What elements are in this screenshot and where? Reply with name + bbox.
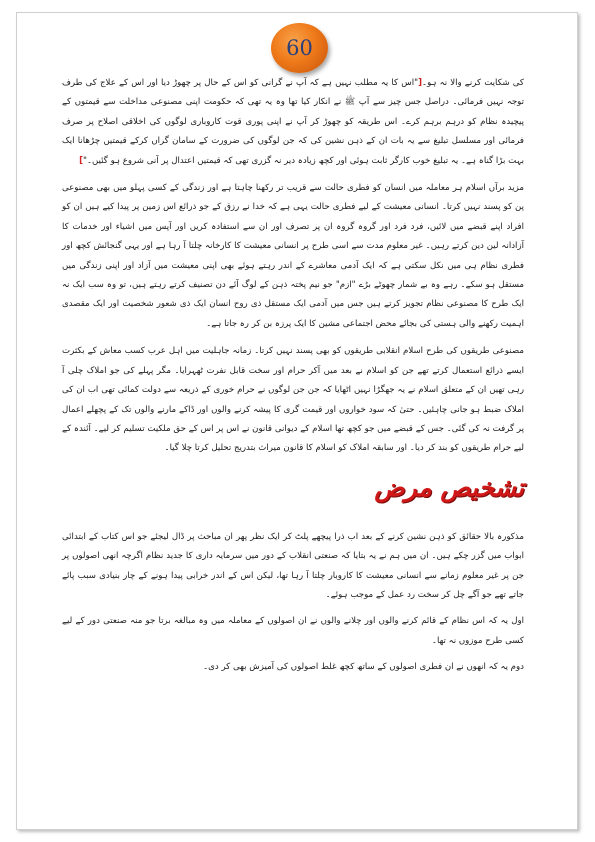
paragraph-1-intro: کی شکایت کرنے والا نہ ہو۔ [422, 78, 524, 88]
paragraph-1-quote: "اس کا یہ مطلب نہیں ہے کہ آپ نے گرانی کو اس کے حال پر چھوڑ دیا اور اس کے علاج کی طرف توجہ نہیں فرمائی۔ دراصل جس چیز سے آپ ﷺ نے انکار کیا تھا وہ یہ تھی کہ حکومت اپنی مصنوعی مداخلت سے قیمتوں کے پیچیدہ نظام کو درہم برہم کرے۔ اس طریقہ کو چھوڑ کر آپ نے اپنی پوری قوت کاروباری لوگوں کی اخلاقی اصلاح پر صرف فرمائی اور مسلسل تبلیغ سے یہ بات ان کے ذہن نشین کی کہ جن لوگوں کی ضرورت کے سامان گراں کرکے قیمتیں چڑھانا ایک بہت بڑا گناہ ہے۔ یہ تبلیغ خوب کارگر ثابت ہوئی اور کچھ زیادہ دیر نہ گزری تھی کہ قیمتیں اعتدال پر آنی شروع ہو گئیں۔" [62, 78, 524, 166]
page-content [62, 74, 524, 685]
section-heading-wrap [62, 473, 524, 502]
paragraph-3: مصنوعی طریقوں کی طرح اسلام انقلابی طریقوں کو بھی پسند نہیں کرتا۔ زمانہ جاہلیت میں اہل عرب کسب معاش کے بکثرت ایسے ذرائع استعمال کرتے تھے جن کو اسلام نے بعد میں آکر حرام اور سخت قابل نفرت ٹھہرایا۔ مگر پہلے کی جو املاک چلی آ رہی تھیں ان کے متعلق اسلام نے یہ جھگڑا نہیں اٹھایا کہ جن جن لوگوں نے حرام خوری کے ذریعہ سے دولت کمائی تھی اب ان کی املاک ضبط ہو جانی چاہئیں۔ حتیٰ کہ سود خواروں اور قیمت گری کا پیشہ کرنے والوں اور ڈاکے مارنے والوں تک کے پچھلے اعمال پر گرفت نہ کی گئی۔ جس کے قبضے میں جو کچھ تھا اسلام کے دیوانی قانون نے اس پر اس کے حق ملکیت تسلیم کر لیے۔ آئندہ کے لیے حرام طریقوں کو بند کر دیا۔ اور سابقہ املاک کو اسلام کا قانون میراث بتدریج تحلیل کرتا چلا گیا۔ [62, 346, 524, 454]
quote-close-bracket: ] [79, 155, 84, 166]
section-heading: تشخیص مرض [374, 472, 524, 502]
paragraph-2: مزید برآں اسلام ہر معاملہ میں انسان کو فطری حالت سے قریب تر رکھنا چاہتا ہے اور زندگی کے کسی پہلو میں بھی مصنوعی پن کو پسند نہیں کرتا۔ انسانی معیشت کے لیے فطری حالت یہی ہے کہ خدا نے رزق کے جو ذرائع اس زمین پر پیدا کیے ہیں ان کو افراد اپنے قبضے میں لائیں، فرد فرد اور گروہ گروہ ان پر تصرف اور ان سے استفادہ کریں اور آپس میں اشیاء اور خدمات کا آزادانہ لین دین کرتے رہیں۔ غیر معلوم مدت سے اسی طرح پر انسانی معیشت کا کارخانہ چلتا آ رہا ہے اور یہی گنجائش کچھ اور فطری نظام ہی میں نکل سکتی ہے کہ ایک آدمی معاشرے کے اندر رہتے ہوئے بھی اپنی معیشت میں آزاد اور اپنی زندگی میں مستقل ہو سکے۔ رہے وہ بے شمار چھوٹے بڑے "ازم" جو نیم پختہ ذہن کے لوگ آئے دن تصنیف کرتے رہتے ہیں، تو وہ سب ایک نہ ایک طرح کا مصنوعی نظام تجویز کرتے ہیں جس میں آدمی ایک مستقل ذی روح انسان ایک ذی شعور شخصیت اور ایک مقصدی اہمیت رکھنے والی ہستی کی بجائے محض اجتماعی مشین کا ایک پرزہ بن کر رہ جاتا ہے۔ [62, 183, 524, 329]
page-number-badge [271, 23, 328, 73]
paragraph-1 [62, 74, 524, 171]
paragraph-5: اول یہ کہ اس نظام کے قائم کرنے والوں اور چلانے والوں نے ان اصولوں کے معاملہ میں وہ مبالغہ برتا جو منہ صنعتی دور کے لیے کسی طرح موزوں نہ تھا۔ [62, 616, 524, 646]
paragraph-6: دوم یہ کہ انھوں نے ان فطری اصولوں کے ساتھ کچھ غلط اصولوں کی آمیزش بھی کر دی۔ [203, 662, 524, 673]
page-number: 60 [286, 36, 313, 60]
quote-open-bracket: [ [418, 78, 423, 88]
paragraph-4: مذکورہ بالا حقائق کو ذہن نشین کرنے کے بعد اب ذرا پیچھے پلٹ کر ایک نظر پھر ان مباحث پر ڈال لیجئے جو اس کتاب کے ابتدائی ابواب میں گزر چکے ہیں۔ ان میں ہم نے یہ بتایا کہ صنعتی انقلاب کے دور میں سرمایہ داری کا جدید نظام اگرچہ انھی اصولوں پر جن پر غیر معلوم زمانے سے انسانی معیشت کا کاروبار چلتا آ رہا تھا، لیکن اس کے اندر خرابی پیدا ہونے کے چار بنیادی سبب پائے جاتے تھے جو آگے چل کر سخت رد عمل کے موجب ہوئے۔ [62, 531, 524, 600]
